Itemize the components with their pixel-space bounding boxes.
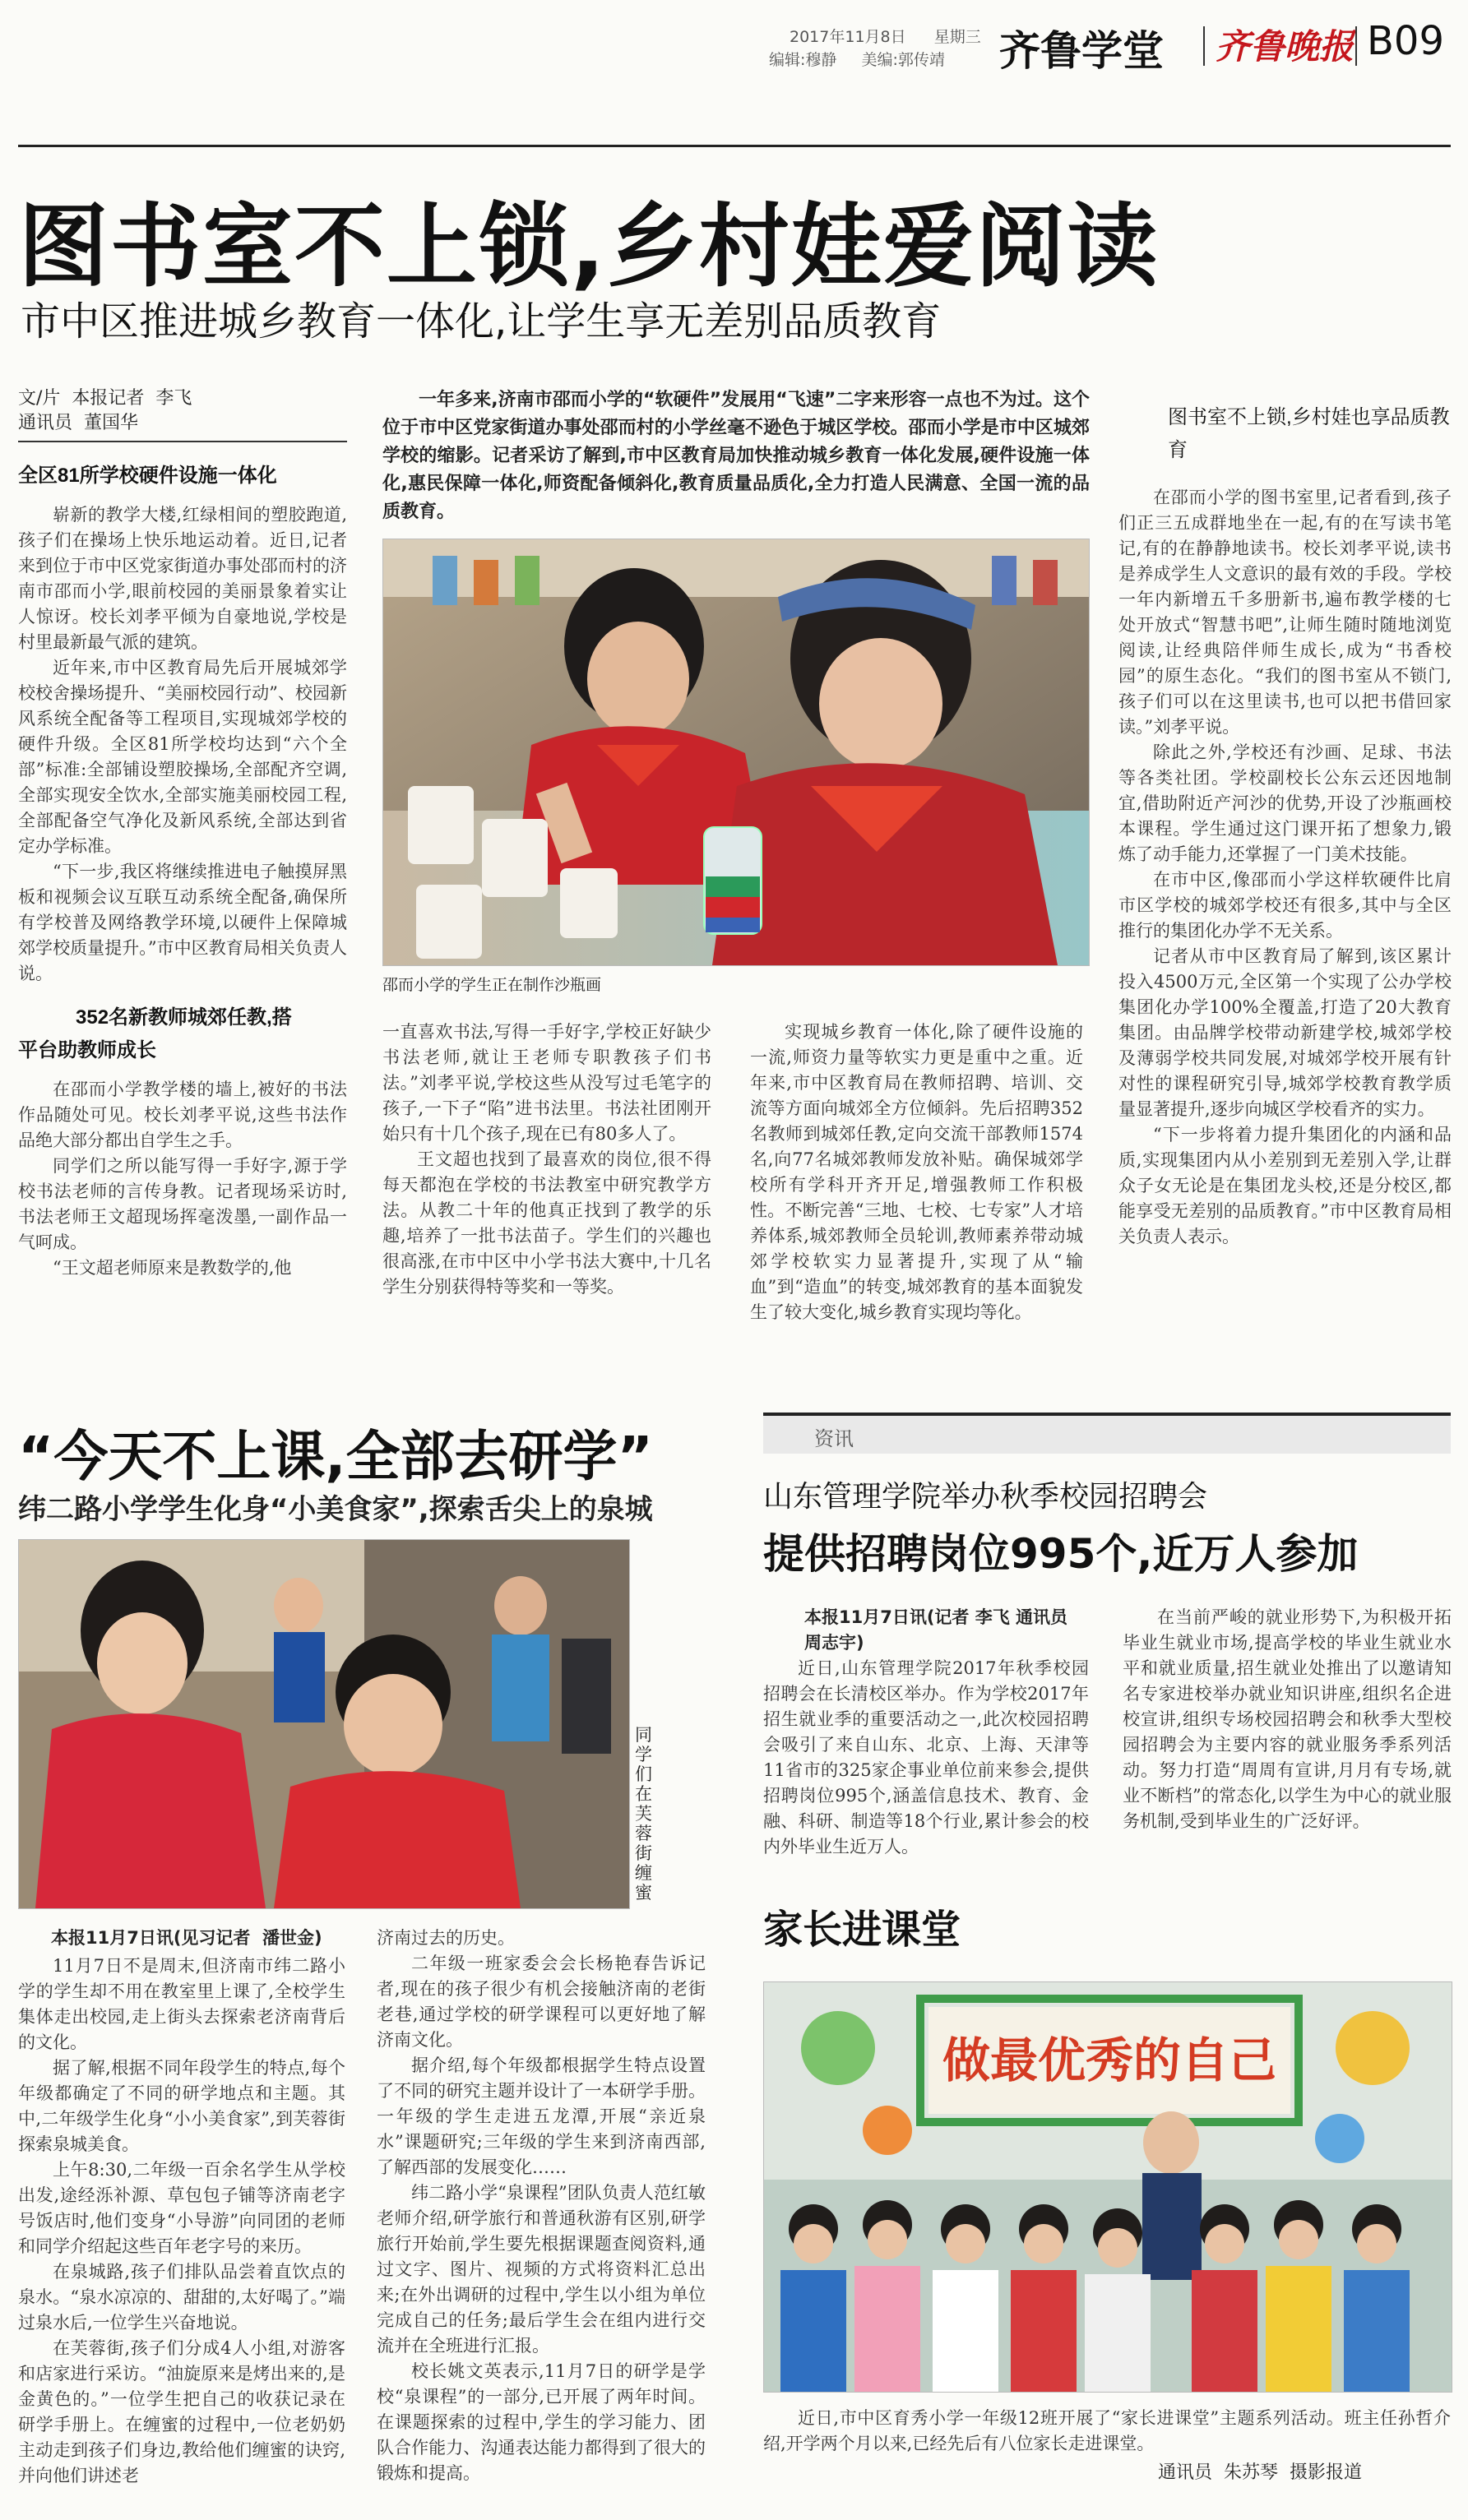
- masthead-rule: [18, 145, 1451, 147]
- parents-classroom-image: [764, 1982, 1452, 2392]
- issue-weekday: 星期三: [933, 28, 981, 46]
- parents-caption: [763, 2406, 1451, 2486]
- story2-paragraph: 据介绍,每个年级都根据学生特点设置了不同的研究主题并设计了一本研学手册。一年级的学生走进五龙潭,开展“亲近泉水”课题研究;三年级的学生来到济南西部,了解西部的发展变化……: [377, 2055, 706, 2177]
- section2-title-line: 352名新教师城郊任教,搭: [76, 1006, 292, 1029]
- main-headline: 图书室不上锁,乡村娃爱阅读: [18, 194, 1160, 299]
- news-kicker: 山东管理学院举办秋季校园招聘会: [763, 1480, 1208, 1514]
- editor-credit: 编辑:穆静: [769, 51, 837, 69]
- sand-painting-photo: [382, 539, 1090, 966]
- research-trip-image: [19, 1540, 629, 1908]
- masthead-divider: [1203, 26, 1205, 66]
- story2-subheadline: 纬二路小学学生化身“小美食家”,探索舌尖上的泉城: [18, 1493, 653, 1526]
- section1-paragraph: 近年来,市中区教育局先后开展城郊学校校舍操场提升、“美丽校园行动”、校园新风系统全配备等工程项目,实现城郊学校的硬件升级。全区81所学校均达到“六个全部”标准:全部铺设塑胶操场,全部配齐空调,全部实现安全饮水,全部实施美丽校园工程,全部配备空气净化及新风系统,全部达到省定办学标准。: [18, 658, 347, 856]
- right-paragraph: 除此之外,学校还有沙画、足球、书法等各类社团。学校副校长公东云还因地制宜,借助附近产河沙的优势,开设了沙瓶画校本课程。学生通过这门课开拓了想象力,锻炼了动手能力,还掌握了一门美术技能。: [1118, 742, 1452, 864]
- section1-paragraph: 崭新的教学大楼,红绿相间的塑胶跑道,孩子们在操场上快乐地运动着。近日,记者来到位于市中区党家街道办事处邵而村的济南市邵而小学,眼前校园的美丽景象着实让人惊讶。校长刘孝平倾为自豪地说,学校是村里最新最气派的建筑。: [18, 505, 347, 652]
- parents-title: 家长进课堂: [763, 1907, 961, 1953]
- research-trip-photo: [18, 1539, 630, 1909]
- story2-paragraph: 在泉城路,孩子们排队品尝着直饮点的泉水。“泉水凉凉的、甜甜的,太好喝了。”端过泉水后,一位学生兴奋地说。: [18, 2262, 345, 2333]
- column3-paragraph: 实现城乡教育一体化,除了硬件设施的一流,师资力量等软实力更是重中之重。近年来,市中区教育局在教师招聘、培训、交流等方面向城郊全方位倾斜。先后招聘352名教师到城郊任教,定向交流干部教师1574名,向77名城郊教师发放补贴。确保城郊学校所有学科开齐开足,增强教师工作积极性。不断完善“三地、七校、七专家”人才培养体系,城郊教师全员轮训,教师素养带动城郊学校软实力显著提升,实现了从“输血”到“造血”的转变,城郊教育的基本面貌发生了较大变化,城乡教育实现均等化。: [750, 1022, 1083, 1322]
- masthead: [0, 0, 1468, 74]
- byline-reporter: 文/片 本报记者 李飞: [18, 388, 192, 409]
- story2-paragraph: 11月7日不是周末,但济南市纬二路小学的学生却不用在教室里上课了,全校学生集体走出校园,走上街头去探索老济南背后的文化。: [18, 1956, 345, 2052]
- story2-paragraph: 校长姚文英表示,11月7日的研学是学校“泉课程”的一部分,已开展了两年时间。在课题探索的过程中,学生的学习能力、团队合作能力、沟通表达能力都得到了很大的锻炼和提高。: [377, 2361, 706, 2483]
- story2-paragraph: 在芙蓉街,孩子们分成4人小组,对游客和店家进行采访。“油旋原来是烤出来的,是金黄色的。”一位学生把自己的收获记录在研学手册上。在缠蜜的过程中,一位老奶奶主动走到孩子们身边,教给他们缠蜜的诀窍,并向他们讲述老: [18, 2338, 345, 2485]
- right-paragraph: 在市中区,像邵而小学这样软硬件比肩市区学校的城郊学校还有很多,其中与全区推行的集团化办学不无关系。: [1118, 870, 1452, 941]
- sand-painting-image: [383, 539, 1089, 965]
- masthead-date-line: [790, 25, 981, 47]
- right-section-title: 图书室不上锁,乡村娃也享品质教育: [1168, 406, 1450, 461]
- right-paragraph: 在邵而小学的图书室里,记者看到,孩子们正三五成群地坐在一起,有的在写读书笔记,有的在静静地读书。校长刘孝平说,读书是养成学生人文意识的最有效的手段。学校一年内新增五千多册新书,遍布教学楼的七处开放式“智慧书吧”,让师生随时随地浏览阅读,让经典陪伴师生成长,成为“书香校园”的原生态化。“我们的图书室从不锁门,孩子们可以在这里读书,也可以把书借回家读。”刘孝平说。: [1118, 488, 1452, 737]
- page-number: B09: [1367, 18, 1445, 64]
- main-subheadline: 市中区推进城乡教育一体化,让学生享无差别品质教育: [21, 298, 942, 344]
- main-column-3: [750, 1020, 1083, 1325]
- issue-date: 2017年11月8日: [790, 28, 906, 46]
- parents-classroom-photo: [763, 1981, 1452, 2393]
- story2-paragraph: 济南过去的历史。: [377, 1928, 515, 1948]
- news-byline: 本报11月7日讯(记者 李飞 通讯员 周志宇): [804, 1607, 1068, 1653]
- story2-paragraph: 二年级一班家委会会长杨艳春告诉记者,现在的孩子很少有机会接触济南的老街老巷,通过学校的研学课程可以更好地了解济南文化。: [377, 1954, 706, 2050]
- news-tag: 资讯: [814, 1427, 854, 1450]
- section1-title: 全区81所学校硬件设施一体化: [18, 465, 277, 487]
- section2-paragraph: 同学们之所以能写得一手好字,源于学校书法老师的言传身教。记者现场采访时,书法老师王文超现场挥毫泼墨,一副作品一气呵成。: [18, 1156, 347, 1252]
- research-trip-caption: 同学们在芙蓉街缠蜜: [635, 1725, 652, 1903]
- section2-title-line: 平台助教师成长: [18, 1039, 156, 1061]
- news-paragraph: 在当前严峻的就业形势下,为积极开拓毕业生就业市场,提高学校的毕业生就业水平和就业质量,招生就业处推出了以邀请知名专家进校举办就业知识讲座,组织名企进校宣讲,组织专场校园招聘会和秋季大型校园招聘会为主要内容的就业服务季系列活动。努力打造“周周有宣讲,月月有专场,就业不断档”的常态化,以学生为中心的就业服务机制,受到毕业生的广泛好评。: [1123, 1607, 1452, 1831]
- main-right-column: [1118, 401, 1452, 1250]
- section-name: 齐鲁学堂: [999, 27, 1164, 75]
- section2-paragraph: 在邵而小学教学楼的墙上,被好的书法作品随处可见。校长刘孝平说,这些书法作品绝大部分都出自学生之手。: [18, 1080, 347, 1150]
- main-left-column: [18, 386, 347, 1281]
- story2-paragraph: 纬二路小学“泉课程”团队负责人范红敏老师介绍,研学旅行和普通秋游有区别,研学旅行开始前,学生要先根据课题查阅资料,通过文字、图片、视频的方式将资料汇总出来;在外出调研的过程中,学生以小组为单位完成自己的任务;最后学生会在组内进行交流并在全班进行汇报。: [377, 2183, 706, 2356]
- news-headline: 提供招聘岗位995个,近万人参加: [763, 1530, 1359, 1578]
- byline: [18, 386, 347, 436]
- section1-paragraph: “下一步,我区将继续推进电子触摸屏黑板和视频会议互联互动系统全配备,确保所有学校普及网络教学环境,以硬件上保障城郊学校质量提升。”市中区教育局相关负责人说。: [18, 862, 347, 983]
- byline-correspondent: 通讯员 董国华: [18, 413, 138, 433]
- masthead-divider-2: [1355, 26, 1357, 66]
- news-column-1: [763, 1605, 1089, 1860]
- byline-rule: [18, 441, 347, 442]
- section2-title: [18, 1001, 347, 1067]
- newspaper-logo: 齐鲁晚报: [1216, 26, 1355, 67]
- column2-paragraph: 一直喜欢书法,写得一手好字,学校正好缺少书法老师,就让王老师专职教孩子们书法。”刘孝平说,学校这些从没写过毛笔字的孩子,一下子“陷”进书法里。书法社团刚开始只有十几个孩子,现在已有80多人了。: [382, 1022, 711, 1144]
- section2-paragraph: “王文超老师原来是教数学的,他: [53, 1258, 292, 1278]
- column2-paragraph: 王文超也找到了最喜欢的岗位,很不得每天都泡在学校的书法教室中研究教学方法。从教二十年的他真正找到了教学的乐趣,培养了一批书法苗子。学生们的兴趣也很高涨,在市中区中小学书法大赛中,十几名学生分别获得特等奖和一等奖。: [382, 1149, 711, 1297]
- right-paragraph: “下一步将着力提升集团化的内涵和品质,实现集团内从小差别到无差别入学,让群众子女无论是在集团龙头校,还是分校区,都能享受无差别的品质教育。”市中区教育局相关负责人表示。: [1118, 1125, 1452, 1246]
- parents-caption-text: 近日,市中区育秀小学一年级12班开展了“家长进课堂”主题系列活动。班主任孙哲介绍,开学两个月以来,已经先后有八位家长走进课堂。: [763, 2408, 1451, 2453]
- story2-column-1: [18, 1926, 345, 2489]
- news-tag-bar: [763, 1416, 1451, 1454]
- story2-column-2: [377, 1926, 706, 2486]
- news-paragraph: 近日,山东管理学院2017年秋季校园招聘会在长清校区举办。作为学校2017年招生就业季的重要活动之一,此次校园招聘会吸引了来自山东、北京、上海、天津等11省市的325家企事业单位前来参会,提供招聘岗位995个,涵盖信息技术、教育、金融、科研、制造等18个行业,累计参会的校内外毕业生近万人。: [763, 1658, 1089, 1856]
- main-column-2: [382, 1020, 711, 1300]
- story2-paragraph: 据了解,根据不同年段学生的特点,每个年级都确定了不同的研学地点和主题。其中,二年级学生化身“小小美食家”,到芙蓉街探索泉城美食。: [18, 2058, 345, 2154]
- classroom-banner: 做最优秀的自己: [942, 2032, 1277, 2088]
- sand-painting-caption: 邵而小学的学生正在制作沙瓶画: [382, 976, 602, 994]
- right-paragraph: 记者从市中区教育局了解到,该区累计投入4500万元,全区第一个实现了公办学校集团化办学100%全覆盖,打造了20大教育集团。由品牌学校带动新建学校,城郊学校及薄弱学校共同发展,对城郊学校开展有针对性的课程研究引导,城郊学校教育教学质量显著提升,逐步向城区学校看齐的实力。: [1118, 946, 1452, 1119]
- news-column-2: [1123, 1605, 1452, 1834]
- masthead-staff-line: [769, 48, 945, 70]
- parents-credit: 通讯员 朱苏琴 摄影报道: [1158, 2462, 1362, 2483]
- story2-byline: 本报11月7日讯(见习记者 潘世金): [51, 1928, 322, 1948]
- story2-headline: “今天不上课,全部去研学”: [18, 1425, 653, 1488]
- designer-credit: 美编:郭传靖: [861, 51, 945, 69]
- story2-paragraph: 上午8:30,二年级一百余名学生从学校出发,途经泺补源、草包包子铺等济南老字号饭店时,他们变身“小导游”向同团的老师和同学介绍起这些百年老字号的来历。: [18, 2160, 345, 2256]
- lead-paragraph: 一年多来,济南市邵而小学的“软硬件”发展用“飞速”二字来形容一点也不为过。这个位于市中区党家街道办事处邵而村的小学丝毫不逊色于城区学校。邵而小学是市中区城郊学校的缩影。记者采访了解到,市中区教育局加快推动城乡教育一体化发展,硬件设施一体化,惠民保障一体化,师资配备倾斜化,教育质量品质化,全力打造人民满意、全国一流的品质教育。: [382, 390, 1090, 522]
